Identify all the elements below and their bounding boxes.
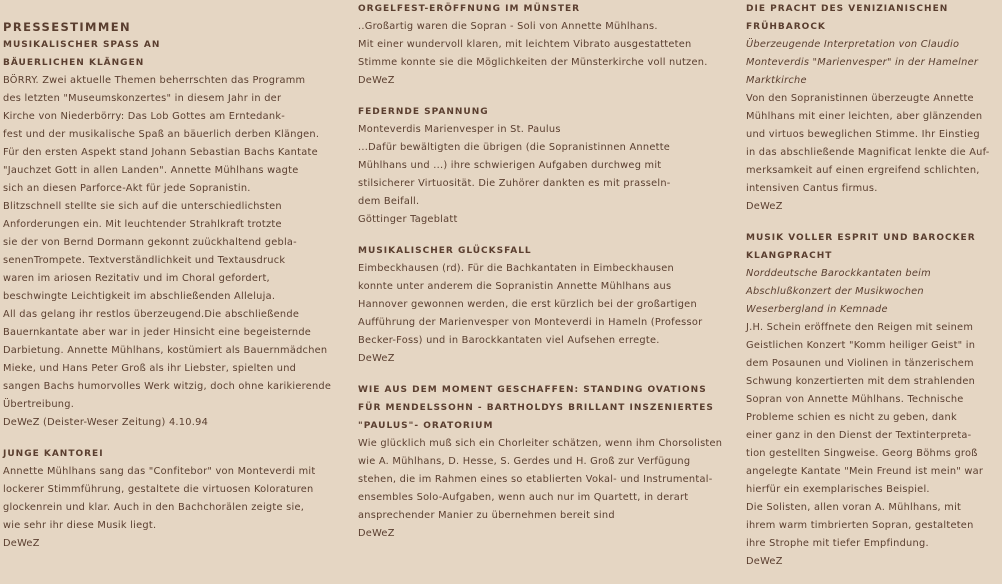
column-1 xyxy=(3,0,351,566)
article-text-line: Von den Sopranistinnen überzeugte Annette xyxy=(746,93,974,104)
article-text-line: beschwingte Leichtigkeit im abschließenden Alleluja. xyxy=(3,291,276,302)
article-text-line: ...Dafür bewältigten die übrigen (die Sopranistinnen Annette xyxy=(358,142,671,153)
article-text-line: senenTrompete. Textverständlichkeit und Textausdruck xyxy=(3,255,286,266)
article-heading: WIE AUS DEM MOMENT GESCHAFFEN: STANDING OVATIONS xyxy=(358,385,707,395)
article-heading: ORGELFEST-ERÖFFNUNG IM MÜNSTER xyxy=(358,4,581,14)
article-heading: MUSIKALISCHER GLÜCKSFALL xyxy=(358,246,532,256)
article-text-line: stilsicherer Virtuosität. Die Zuhörer dankten es mit prasseln- xyxy=(358,178,671,189)
press-article xyxy=(358,0,744,90)
article-text-line: BÖRRY. Zwei aktuelle Themen beherrschten das Programm xyxy=(3,75,306,86)
article-subheading: Monteverdis "Marienvesper" in der Hamelner xyxy=(746,57,979,68)
article-text-line: glockenrein und klar. Auch in den Bachchorälen zeigte sie, xyxy=(3,502,305,513)
article-text-line: Mühlhans mit einer leichten, aber glänzenden xyxy=(746,111,983,122)
article-text-line: ihrem warm timbrierten Sopran, gestalteten xyxy=(746,520,974,531)
article-text-line: Geistlichen Konzert "Komm heiliger Geist" in xyxy=(746,340,976,351)
article-text-line: Mieke, und Hans Peter Groß als ihr Liebster, spielten und xyxy=(3,363,297,374)
article-text-line: ensembles Solo-Aufgaben, wenn auch nur im Quartett, in derart xyxy=(358,492,689,503)
article-subheading: Weserbergland in Kemnade xyxy=(746,304,888,315)
article-text-line: Mühlhans und ...) ihre schwierigen Aufgaben durchweg mit xyxy=(358,160,662,171)
page-title: PRESSESTIMMEN xyxy=(3,20,132,34)
article-text-line: Kirche von Niederbörry: Das Lob Gottes am Erntedank- xyxy=(3,111,286,122)
article-text-line: DeWeZ (Deister-Weser Zeitung) 4.10.94 xyxy=(3,417,209,428)
article-text-line: DeWeZ xyxy=(3,538,40,549)
article-text-line: wie sehr ihr diese Musik liegt. xyxy=(3,520,157,531)
article-heading: JUNGE KANTOREI xyxy=(3,449,104,459)
article-text-line: Stimme konnte sie die Möglichkeiten der Münsterkirche voll nutzen. xyxy=(358,57,708,68)
article-text-line: DeWeZ xyxy=(358,353,395,364)
article-subheading: Abschlußkonzert der Musikwochen xyxy=(746,286,924,297)
article-text-line: Für den ersten Aspekt stand Johann Sebastian Bachs Kantate xyxy=(3,147,318,158)
article-text-line: merksamkeit auf einen ergreifend schlichten, xyxy=(746,165,980,176)
article-subheading: Marktkirche xyxy=(746,75,807,86)
article-text-line: DeWeZ xyxy=(358,75,395,86)
article-text-line: All das gelang ihr restlos überzeugend.Die abschließende xyxy=(3,309,300,320)
article-text-line: einer ganz in den Dienst der Textinterpreta- xyxy=(746,430,972,441)
article-text-line: DeWeZ xyxy=(746,556,783,567)
article-text-line: Göttinger Tageblatt xyxy=(358,214,458,225)
article-heading: FEDERNDE SPANNUNG xyxy=(358,107,489,117)
column-2 xyxy=(358,0,744,556)
article-text-line: tion gestellten Singweise. Georg Böhms groß xyxy=(746,448,978,459)
article-text-line: Eimbeckhausen (rd). Für die Bachkantaten in Eimbeckhausen xyxy=(358,263,675,274)
article-text-line: in das abschließende Magnificat lenkte die Auf- xyxy=(746,147,990,158)
press-article xyxy=(746,0,1000,216)
column-3 xyxy=(746,0,1000,584)
press-article xyxy=(3,36,351,432)
press-article xyxy=(358,103,744,229)
article-text-line: ..Großartig waren die Sopran - Soli von Annette Mühlhans. xyxy=(358,21,658,32)
article-text-line: ansprechender Manier zu übernehmen bereit sind xyxy=(358,510,615,521)
article-text-line: stehen, die im Rahmen eines so etablierten Vokal- und Instrumental- xyxy=(358,474,713,485)
article-subheading: Überzeugende Interpretation von Claudio xyxy=(746,39,960,50)
article-heading: KLANGPRACHT xyxy=(746,251,833,261)
article-text-line: ihre Strophe mit tiefer Empfindung. xyxy=(746,538,929,549)
article-heading: DIE PRACHT DES VENIZIANISCHEN xyxy=(746,4,949,14)
article-text-line: hierfür ein exemplarisches Beispiel. xyxy=(746,484,930,495)
article-text-line: Wie glücklich muß sich ein Chorleiter schätzen, wenn ihm Chorsolisten xyxy=(358,438,723,449)
article-heading: FÜR MENDELSSOHN - BARTHOLDYS BRILLANT INSZENIERTES xyxy=(358,403,714,413)
article-text-line: sie der von Bernd Dormann gekonnt zuückhaltend gebla- xyxy=(3,237,297,248)
article-text-line: des letzten "Museumskonzertes" in diesem Jahr in der xyxy=(3,93,282,104)
article-text-line: Übertreibung. xyxy=(3,399,75,410)
article-text-line: und virtuos beweglichen Stimme. Ihr Einstieg xyxy=(746,129,980,140)
article-heading: FRÜHBAROCK xyxy=(746,22,826,32)
article-text-line: sangen Bachs humorvolles Werk witzig, doch ohne karikierende xyxy=(3,381,332,392)
article-text-line: Monteverdis Marienvesper in St. Paulus xyxy=(358,124,561,135)
article-text-line: dem Posaunen und Violinen in tänzerischem xyxy=(746,358,974,369)
article-text-line: Aufführung der Marienvesper von Monteverdi in Hameln (Professor xyxy=(358,317,703,328)
article-text-line: Mit einer wundervoll klaren, mit leichtem Vibrato ausgestatteten xyxy=(358,39,692,50)
article-text-line: "Jauchzet Gott in allen Landen". Annette Mühlhans wagte xyxy=(3,165,299,176)
article-subheading: Norddeutsche Barockkantaten beim xyxy=(746,268,931,279)
article-text-line: wie A. Mühlhans, D. Hesse, S. Gerdes und H. Groß zur Verfügung xyxy=(358,456,691,467)
press-article xyxy=(358,381,744,543)
article-text-line: DeWeZ xyxy=(358,528,395,539)
article-text-line: intensiven Cantus firmus. xyxy=(746,183,878,194)
press-article xyxy=(358,242,744,368)
article-heading: MUSIKALISCHER SPASS AN xyxy=(3,40,161,50)
article-text-line: waren im ariosen Rezitativ und im Choral gefordert, xyxy=(3,273,270,284)
article-text-line: Anforderungen ein. Mit leuchtender Strahlkraft trotzte xyxy=(3,219,282,230)
article-text-line: Schwung konzertierten mit dem strahlenden xyxy=(746,376,976,387)
article-text-line: Blitzschnell stellte sie sich auf die unterschiedlichsten xyxy=(3,201,282,212)
article-heading: MUSIK VOLLER ESPRIT UND BAROCKER xyxy=(746,233,976,243)
press-article xyxy=(3,445,351,553)
article-text-line: Becker-Foss) und in Barockkantaten viel Aufsehen erregte. xyxy=(358,335,660,346)
article-heading: "PAULUS"- ORATORIUM xyxy=(358,421,494,431)
article-text-line: Bauernkantate aber war in jeder Hinsicht eine begeisternde xyxy=(3,327,312,338)
article-text-line: J.H. Schein eröffnete den Reigen mit seinem xyxy=(746,322,974,333)
article-text-line: Darbietung. Annette Mühlhans, kostümiert als Bauernmädchen xyxy=(3,345,328,356)
article-text-line: Annette Mühlhans sang das "Confitebor" von Monteverdi mit xyxy=(3,466,316,477)
article-text-line: Die Solisten, allen voran A. Mühlhans, mit xyxy=(746,502,962,513)
article-text-line: Hannover gewonnen werden, die erst kürzlich bei der großartigen xyxy=(358,299,697,310)
article-text-line: konnte unter anderem die Sopranistin Annette Mühlhans aus xyxy=(358,281,672,292)
article-heading: BÄUERLICHEN KLÄNGEN xyxy=(3,58,145,68)
article-text-line: angelegte Kantate "Mein Freund ist mein" war xyxy=(746,466,984,477)
article-text-line: dem Beifall. xyxy=(358,196,420,207)
press-article xyxy=(746,229,1000,571)
article-text-line: Sopran von Annette Mühlhans. Technische xyxy=(746,394,964,405)
article-text-line: DeWeZ xyxy=(746,201,783,212)
article-text-line: fest und der musikalische Spaß an bäuerlich derben Klängen. xyxy=(3,129,320,140)
article-text-line: lockerer Stimmführung, gestaltete die virtuosen Koloraturen xyxy=(3,484,314,495)
article-text-line: sich an diesen Parforce-Akt für jede Sopranistin. xyxy=(3,183,251,194)
article-text-line: Probleme schien es nicht zu geben, dank xyxy=(746,412,957,423)
